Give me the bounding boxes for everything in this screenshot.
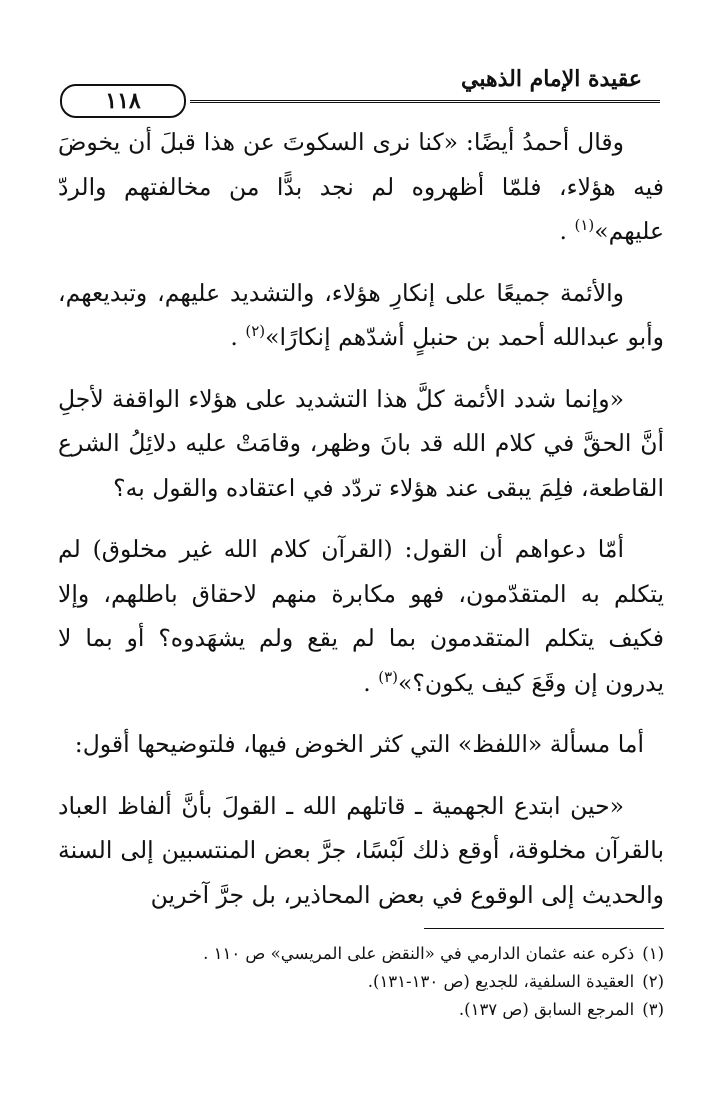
paragraph: [58, 527, 664, 705]
page-number: ١١٨: [105, 88, 141, 114]
paragraph-end: .: [363, 668, 379, 697]
paragraph-text: أمّا دعواهم أن القول: (القرآن كلام الله غير مخلوق) لم يتكلم به المتقدّمون، فهو مكابرة منهم لاحقاق باطلهم، وإلا فكيف يتكلم المتقدمون بما لم يقع ولم يشهَدوه؟ أو بما لا يدرون إن وقَعَ كيف يكون؟»: [58, 535, 664, 697]
paragraph: [58, 722, 664, 767]
page-number-badge: [60, 84, 186, 118]
footnote: [58, 968, 664, 996]
footnote-text: ذكره عنه عثمان الدارمي في «النقض على المريسي» ص ١١٠ .: [203, 944, 635, 963]
paragraph-text: وقال أحمدُ أيضًا: «كنا نرى السكوتَ عن هذا قبلَ أن يخوضَ فيه هؤلاء، فلمّا أظهروه لم نجد بدًّا من مخالفتهم والردّ عليهم»: [58, 128, 664, 245]
paragraph-text: والأئمة جميعًا على إنكارِ هؤلاء، والتشديد عليهم، وتبديعهم، وأبو عبدالله أحمد بن حنبلٍ أشدّهم إنكارًا»: [58, 278, 664, 351]
main-text: [58, 120, 664, 934]
paragraph: [58, 120, 664, 254]
footnote-separator: [424, 928, 664, 929]
footnote-number: (٢): [642, 972, 664, 991]
paragraph: [58, 784, 664, 918]
paragraph-text: «وإنما شدد الأئمة كلَّ هذا التشديد على هؤلاء الواقفة لأجلِ أنَّ الحقَّ في كلام الله قد بانَ وظهر، وقامَتْ عليه دلائِلُ الشرع القاطعة، فلِمَ يبقى عند هؤلاء تردّد في اعتقاده والقول به؟: [58, 384, 664, 502]
paragraph-end: .: [230, 323, 246, 351]
footnote-marker: (١): [574, 216, 595, 235]
footnote-number: (٣): [642, 1000, 664, 1019]
paragraph: [58, 377, 664, 511]
paragraph-text: «حين ابتدع الجهمية ـ قاتلهم الله ـ القولَ بأنَّ ألفاظ العباد بالقرآن مخلوقة، أوقع ذلك لَبْسًا، جرَّ بعض المنتسبين إلى السنة والحديث إلى الوقوع في بعض المحاذير، بل جرَّ آخرين: [58, 791, 664, 909]
paragraph-end: .: [559, 217, 575, 245]
footnote-number: (١): [642, 944, 664, 963]
footnote-text: المرجع السابق (ص ١٣٧).: [458, 1000, 635, 1019]
footnote: [58, 996, 664, 1024]
header-rule: [190, 100, 660, 103]
footnote-marker: (٢): [245, 322, 266, 341]
footnotes: [58, 940, 664, 1024]
paragraph: [58, 271, 664, 360]
footnote: [58, 940, 664, 968]
paragraph-text: أما مسألة «اللفظ» التي كثر الخوض فيها، فلتوضيحها أقول:: [74, 730, 644, 758]
footnote-text: العقيدة السلفية، للجديع (ص ١٣٠-١٣١).: [367, 972, 635, 991]
footnote-marker: (٣): [378, 667, 399, 686]
page-header: [60, 62, 660, 114]
running-title: عقيدة الإمام الذهبي: [461, 66, 642, 92]
